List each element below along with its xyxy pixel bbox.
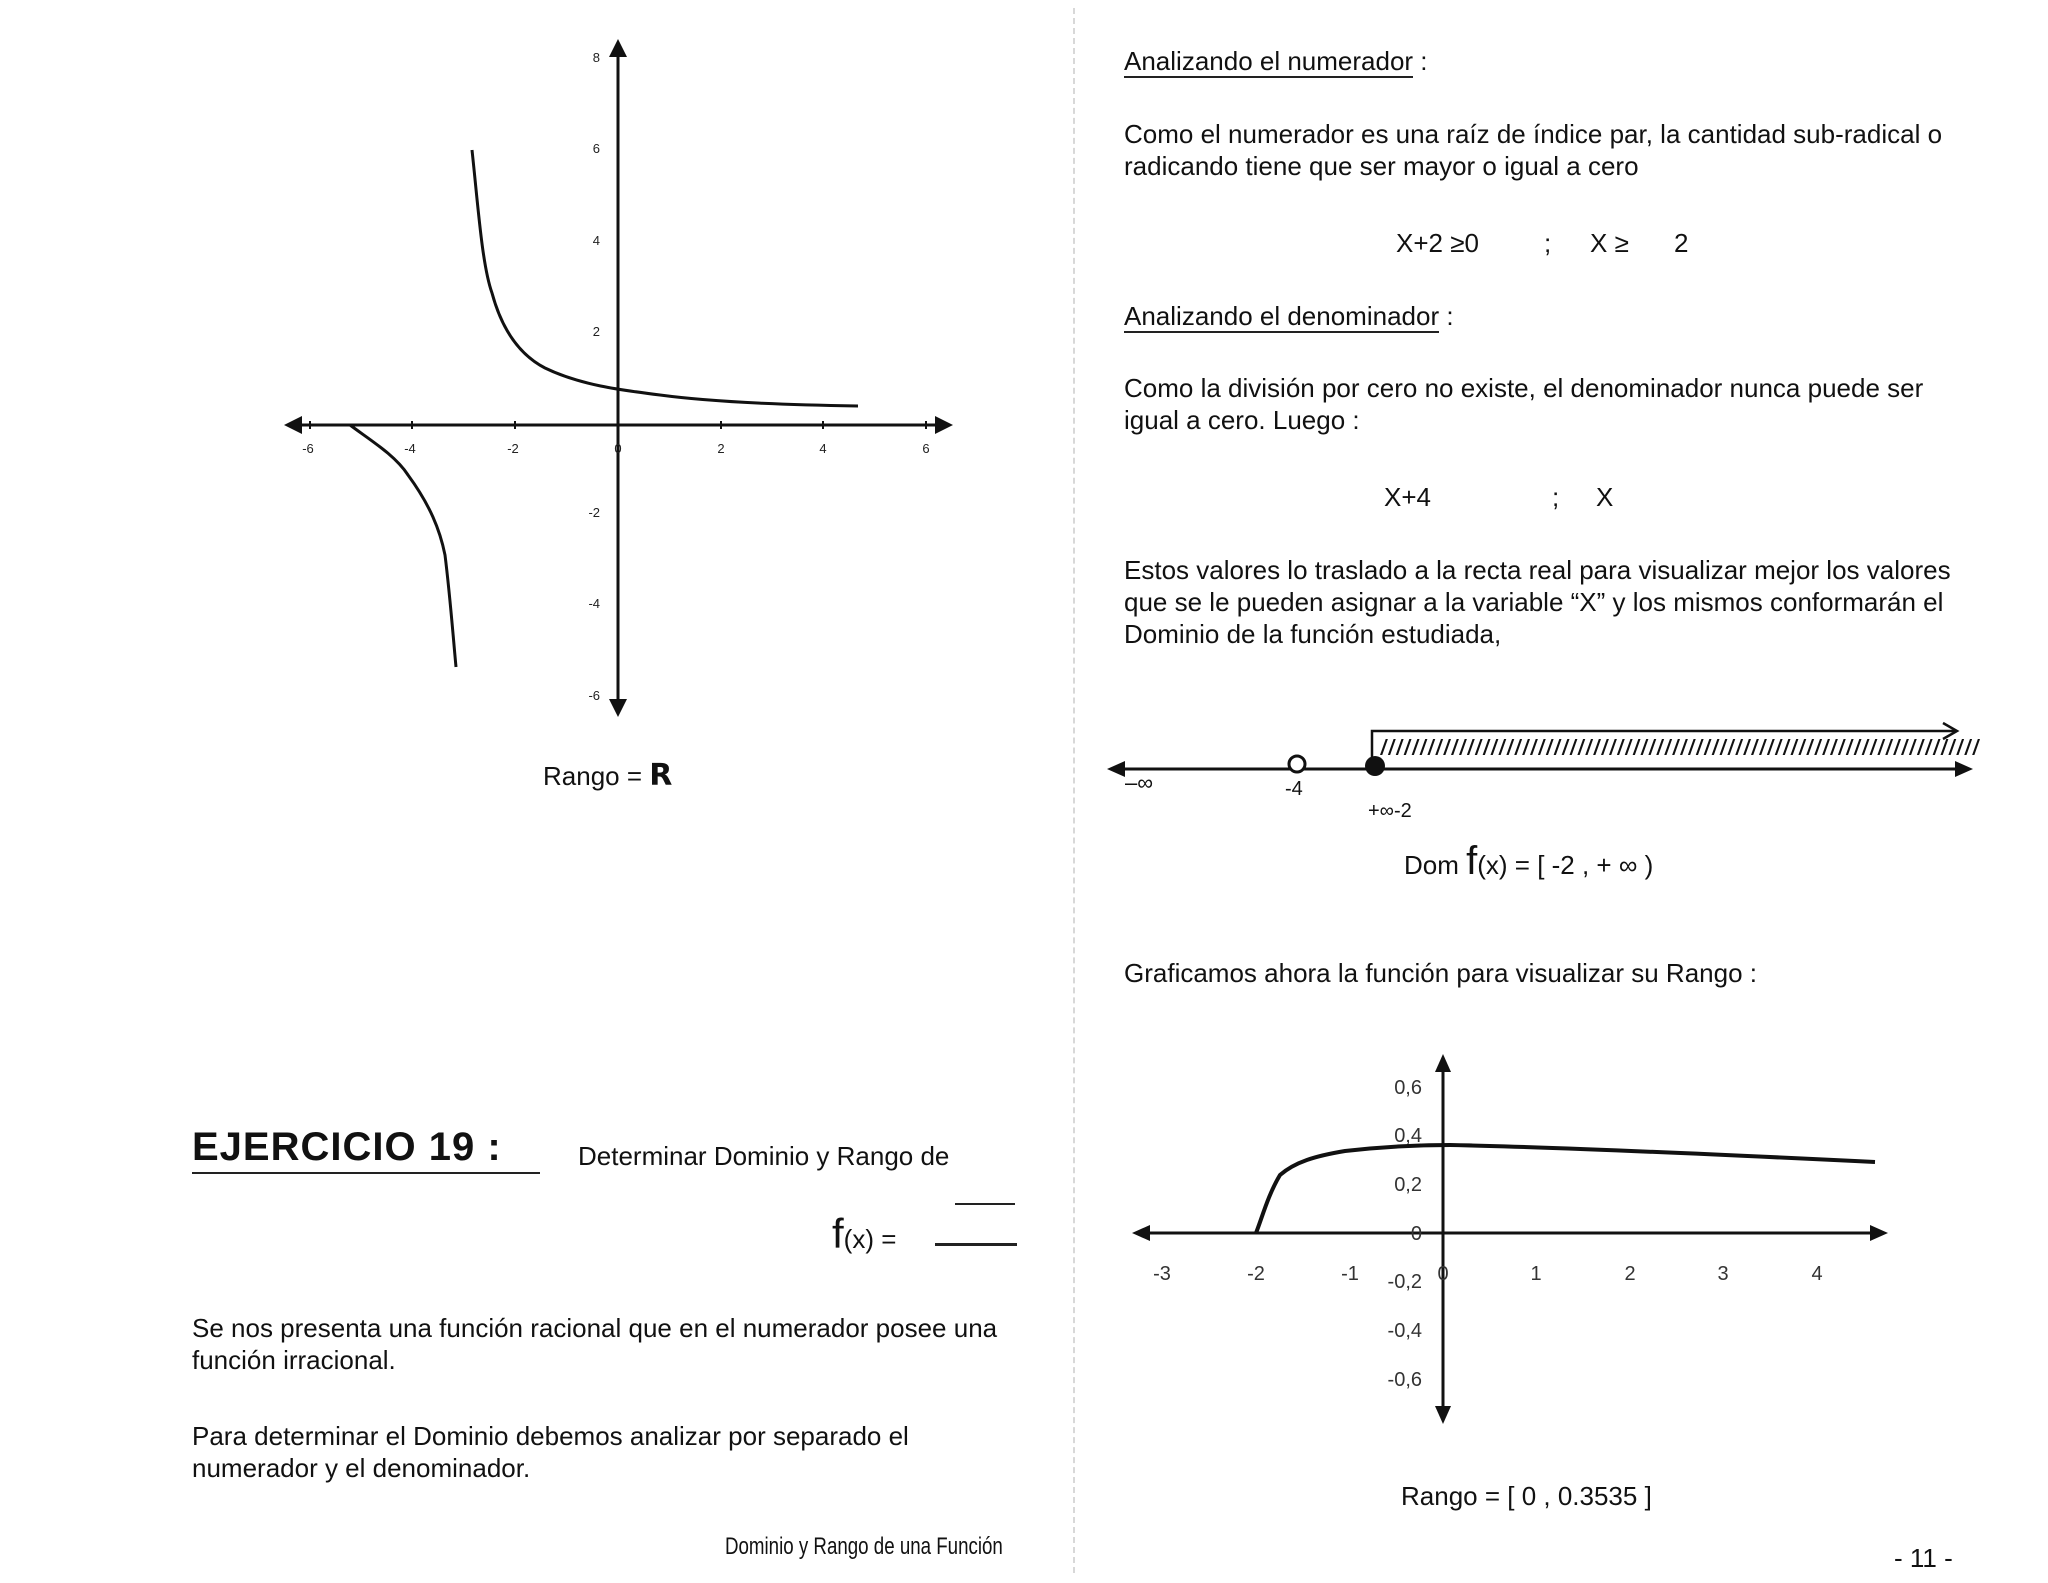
real-line-text: Estos valores lo traslado a la recta real para visualizar mejor los valores [1124,555,1951,585]
denominator-heading: Analizando el denominador [1124,301,1440,331]
inequality-1a: X+2 ≥0 [1396,228,1479,258]
domain-interval: (x) = [ -2 , + ∞ ) [1477,850,1654,880]
y-tick-label: -0,6 [1387,1369,1422,1391]
denominator-heading-row [1124,300,1454,332]
function-arg: (x) = [843,1224,897,1254]
y-tick-label: 6 [592,141,600,156]
intro-paragraph [192,1312,997,1376]
y-tick-label: 0,4 [1394,1125,1422,1147]
condition-2b: X [1596,482,1614,512]
minus-4-label: -4 [1285,778,1303,800]
rango-1 [543,760,672,792]
footer-title: Dominio y Rango de una Función [725,1533,1003,1560]
real-line-paragraph [1124,554,1951,650]
rango-1-value: R [649,758,673,793]
condition-2a: X+4 [1384,482,1431,512]
curve-upper-branch [472,150,858,406]
inequality-1b: X ≥ [1590,228,1629,258]
intro-line: Se nos presenta una función racional que en el numerador posee una [192,1313,998,1343]
x-tick-label: 4 [1811,1263,1823,1285]
real-line-text: Dominio de la función estudiada, [1124,619,1502,649]
numerator-line: radicando tiene que ser mayor o igual a cero [1124,151,1639,181]
domain-prefix: Dom [1404,850,1467,880]
function-formula [832,1210,896,1258]
real-line-text: que se le pueden asignar a la variable “X” y los mismos conformarán el [1124,587,1944,617]
y-tick-label: 0,6 [1394,1077,1422,1099]
x-tick-label: 4 [819,441,827,456]
function-curve [1256,1145,1875,1233]
function-f: f [832,1210,844,1257]
method-paragraph [192,1420,909,1484]
graph-intro: Graficamos ahora la función para visualizar su Rango : [1124,958,1757,988]
numerator-paragraph [1124,118,1942,182]
x-tick-label: 0 [614,441,622,456]
intro-line: función irracional. [192,1345,396,1375]
inequality-1c: 2 [1674,228,1689,258]
page-number: - 11 - [1894,1543,1953,1573]
numerator-heading: Analizando el numerador [1124,46,1414,76]
real-number-line [1105,715,1985,825]
y-tick-label: -4 [588,596,600,611]
rango-1-label: Rango = [543,761,650,791]
x-tick-label: 3 [1717,1263,1729,1285]
y-tick-label: -0,4 [1387,1320,1422,1342]
condition-2-separator: ; [1552,482,1560,512]
closed-point-minus-2 [1365,756,1385,776]
heading-colon: : [1439,301,1454,331]
x-tick-label: -1 [1341,1263,1359,1285]
hatched-region: //////////////////////////////////////////////////////////////////////////// [1380,735,1982,760]
x-tick-label: -3 [1153,1263,1171,1285]
x-tick-label: 2 [1624,1263,1636,1285]
denominator-line: Como la división por cero no existe, el denominador nunca puede ser [1124,373,1924,403]
denominator-paragraph [1124,372,1923,436]
ejercicio-19-title: EJERCICIO 19 : [192,1125,540,1174]
open-point-minus-4 [1289,756,1305,772]
x-tick-label: -2 [507,441,519,456]
y-tick-label: 4 [592,233,600,248]
ejercicio-19-prompt: Determinar Dominio y Rango de [578,1141,950,1171]
function-graph [1130,1050,1890,1430]
x-tick-label: -2 [1247,1263,1265,1285]
heading-colon: : [1413,46,1428,76]
y-tick-label: 0,2 [1394,1174,1422,1196]
domain-f: f [1466,839,1478,883]
y-tick-label: 0 [1410,1223,1422,1245]
page-divider [1073,8,1075,1573]
y-tick-label: 2 [592,324,600,339]
y-tick-label: -0,2 [1387,1271,1422,1293]
y-tick-label: 8 [592,50,600,65]
method-line: numerador y el denominador. [192,1453,531,1483]
x-tick-label: -4 [404,441,416,456]
x-tick-label: -6 [302,441,314,456]
range-result: Rango = [ 0 , 0.3535 ] [1401,1481,1652,1511]
denominator-line: igual a cero. Luego : [1124,405,1360,435]
x-tick-label: 1 [1530,1263,1542,1285]
fraction-bar [935,1243,1017,1246]
inequality-1-separator: ; [1544,228,1552,258]
hyperbola-graph [280,35,960,725]
y-tick-label: -2 [588,505,600,520]
x-tick-label: 2 [717,441,725,456]
x-tick-label: 0 [1437,1263,1449,1285]
pos-infinity-label: +∞-2 [1368,800,1412,822]
method-line: Para determinar el Dominio debemos analizar por separado el [192,1421,909,1451]
fraction-radical-bar [955,1203,1015,1205]
curve-lower-branch [350,425,456,667]
x-tick-label: 6 [922,441,930,456]
numerator-heading-row [1124,45,1428,77]
y-tick-label: -6 [588,688,600,703]
numerator-line: Como el numerador es una raíz de índice par, la cantidad sub-radical o [1124,119,1943,149]
domain-result [1404,839,1654,883]
neg-infinity-label: –∞ [1125,770,1153,795]
